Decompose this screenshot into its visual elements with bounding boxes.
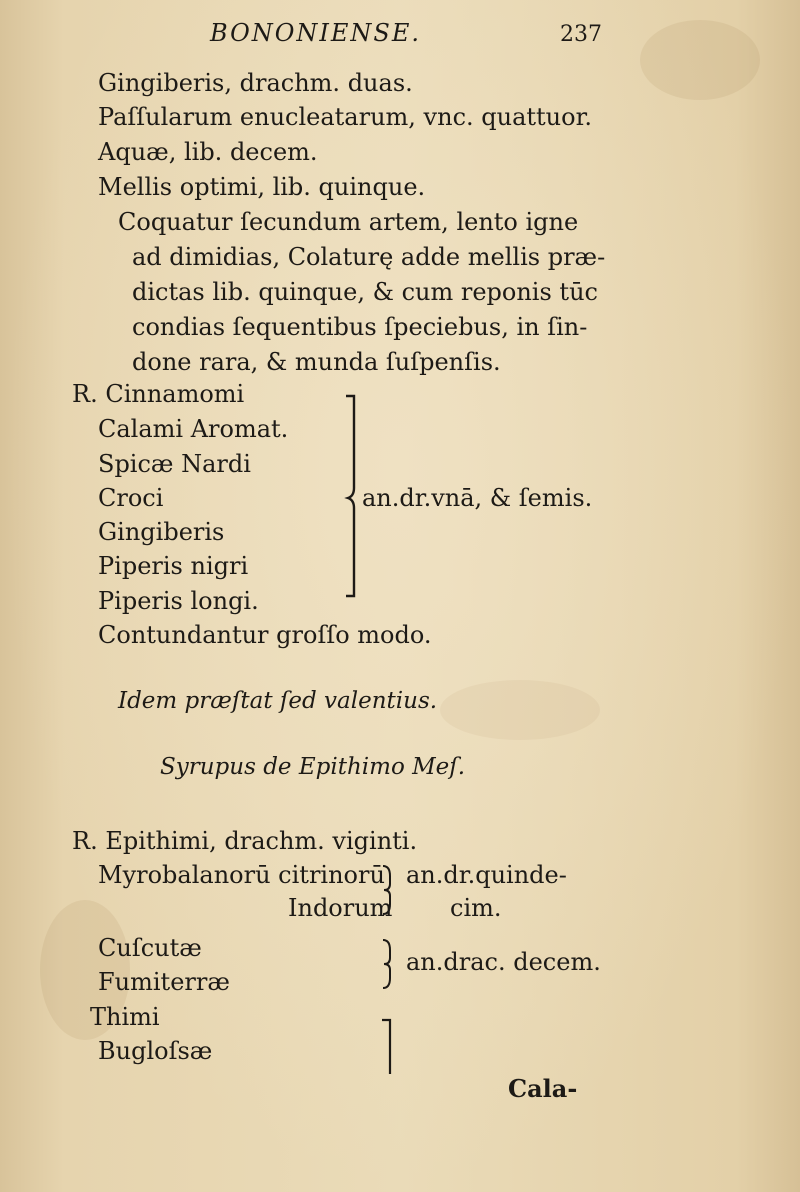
ingredient: Piperis longi.: [98, 587, 259, 615]
ingredient: Gingiberis: [98, 518, 225, 546]
quantity-note: an.drac. decem.: [406, 948, 601, 976]
running-header: BONONIENSE.: [210, 19, 422, 47]
brace-bracket: [380, 936, 394, 992]
paper-stain: [640, 20, 760, 100]
text-line: done rara, & munda ſuſpenſis.: [132, 348, 501, 376]
text-line: Aquæ, lib. decem.: [98, 138, 318, 166]
section-title: Syrupus de Epithimo Meſ.: [160, 754, 466, 780]
ingredient: Thimi: [90, 1003, 160, 1031]
ingredient: Spicæ Nardi: [98, 450, 251, 478]
ingredient: R. Epithimi, drachm. viginti.: [72, 827, 418, 855]
text-line: Contundantur groſſo modo.: [98, 621, 432, 649]
text-line: dictas lib. quinque, & cum reponis tūc: [132, 278, 598, 306]
ingredient: Indorum: [288, 894, 393, 922]
ingredient: Fumiterræ: [98, 968, 230, 996]
text-line: Gingiberis, drachm. duas.: [98, 69, 413, 97]
ingredient: Calami Aromat.: [98, 415, 289, 443]
quantity-note: an.dr.quinde-: [406, 861, 567, 889]
brace-bracket: [340, 392, 364, 604]
text-line: condias ſequentibus ſpeciebus, in ſin-: [132, 313, 588, 341]
note-line: Idem præſtat ſed valentius.: [118, 688, 438, 714]
text-line: ad dimidias, Colaturę adde mellis præ-: [132, 243, 606, 271]
ingredient: Piperis nigri: [98, 552, 249, 580]
ingredient: Cuſcutæ: [98, 934, 202, 962]
text-line: Paſſularum enucleatarum, vnc. quattuor.: [98, 103, 593, 131]
quantity-note: cim.: [450, 894, 502, 922]
text-line: Mellis optimi, lib. quinque.: [98, 173, 426, 201]
text-line: Coquatur ſecundum artem, lento igne: [118, 208, 579, 236]
catchword: Cala-: [508, 1074, 578, 1103]
paper-stain: [440, 680, 600, 740]
brace-bracket: [376, 1016, 396, 1078]
ingredient: R. Cinnamomi: [72, 380, 245, 408]
ingredient: Myrobalanorū citrinorū: [98, 861, 385, 889]
ingredient: Croci: [98, 484, 164, 512]
page-number: 237: [560, 22, 602, 47]
ingredient: Bugloſsæ: [98, 1037, 213, 1065]
quantity-note: an.dr.vnā, & ſemis.: [362, 484, 593, 512]
